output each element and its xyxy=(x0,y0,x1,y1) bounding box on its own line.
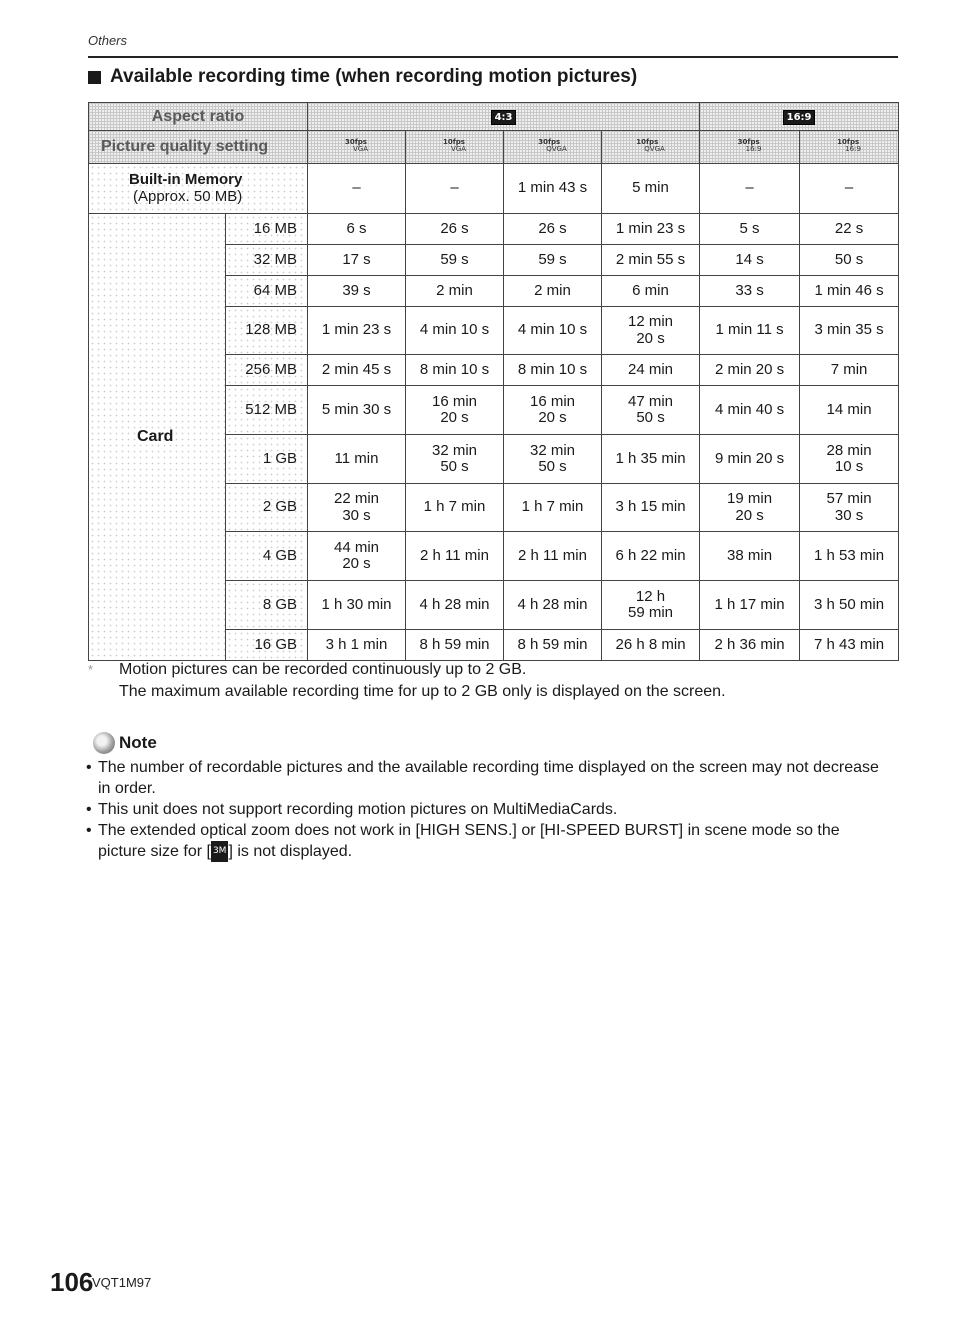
recording-time-cell: 24 min xyxy=(602,355,700,386)
recording-time-cell: 3 h 15 min xyxy=(602,484,700,532)
recording-time-cell xyxy=(800,435,899,484)
recording-time-cell: 11 min xyxy=(308,435,406,484)
card-capacity: 128 MB xyxy=(226,307,308,355)
card-capacity: 8 GB xyxy=(226,581,308,630)
quality-size: 16:9 xyxy=(845,144,861,153)
recording-time-cell: 2 min 55 s xyxy=(602,245,700,276)
card-capacity: 16 GB xyxy=(226,630,308,661)
recording-time-cell xyxy=(406,386,504,435)
recording-time-cell xyxy=(602,386,700,435)
aspect-4-3-icon: 4:3 xyxy=(491,110,517,125)
recording-time-cell: 1 h 7 min xyxy=(504,484,602,532)
recording-time-cell: 50 s xyxy=(800,245,899,276)
asterisk-icon: * xyxy=(88,662,94,677)
recording-time-cell: 9 min 20 s xyxy=(700,435,800,484)
recording-time-table xyxy=(88,102,899,661)
recording-time-cell xyxy=(308,532,406,581)
recording-time-cell: 2 min xyxy=(406,276,504,307)
recording-time-cell: 4 min 40 s xyxy=(700,386,800,435)
quality-size: QVGA xyxy=(546,144,567,153)
recording-time-part: 50 s xyxy=(440,458,469,475)
recording-time-cell: 1 h 7 min xyxy=(406,484,504,532)
aspect-ratio-label: Aspect ratio xyxy=(89,103,308,131)
recording-time-cell: 14 min xyxy=(800,386,899,435)
builtin-memory-capacity: (Approx. 50 MB) xyxy=(133,187,243,205)
note-title: Note xyxy=(119,733,157,752)
table-row xyxy=(89,214,899,245)
recording-time-cell xyxy=(406,435,504,484)
recording-time-part: 59 min xyxy=(628,604,674,621)
card-capacity: 1 GB xyxy=(226,435,308,484)
recording-time-cell: 1 h 17 min xyxy=(700,581,800,630)
recording-time-cell: 6 min xyxy=(602,276,700,307)
card-capacity: 64 MB xyxy=(226,276,308,307)
recording-time-cell xyxy=(700,484,800,532)
recording-time-part: 47 min xyxy=(628,392,674,410)
recording-time-cell: 2 min 20 s xyxy=(700,355,800,386)
bullet-square-icon xyxy=(88,71,101,84)
recording-time-cell xyxy=(800,484,899,532)
quality-size: 16:9 xyxy=(745,144,762,153)
recording-time-cell: 1 h 30 min xyxy=(308,581,406,630)
recording-time-part: 28 min xyxy=(826,441,872,459)
recording-time-cell: 8 h 59 min xyxy=(406,630,504,661)
recording-time-cell: 4 h 28 min xyxy=(406,581,504,630)
recording-time-cell: 39 s xyxy=(308,276,406,307)
page-number: 106 xyxy=(50,1267,94,1297)
quality-setting-icon xyxy=(345,139,368,153)
quality-setting-cell xyxy=(700,131,800,164)
note-item: • This unit does not support recording motion pictures on MultiMediaCards. xyxy=(86,801,618,818)
quality-fps: 30fps xyxy=(737,137,760,146)
note-item-text-end: ] is not displayed. xyxy=(228,843,353,860)
quality-setting-icon xyxy=(738,139,762,153)
recording-time-cell xyxy=(308,484,406,532)
builtin-memory-value: – xyxy=(308,164,406,214)
quality-setting-cell xyxy=(308,131,406,164)
builtin-memory-value: – xyxy=(406,164,504,214)
recording-time-cell: 1 min 23 s xyxy=(308,307,406,355)
recording-time-cell: 8 min 10 s xyxy=(406,355,504,386)
note-item: • The extended optical zoom does not work in [HIGH SENS.] or [HI-SPEED BURST] in scene mode so the picture size for [ 3M ] is not displayed. xyxy=(86,820,886,862)
quality-setting-cell xyxy=(504,131,602,164)
recording-time-cell: 1 min 23 s xyxy=(602,214,700,245)
recording-time-cell: 4 min 10 s xyxy=(504,307,602,355)
recording-time-cell xyxy=(602,307,700,355)
recording-time-cell: 2 h 11 min xyxy=(406,532,504,581)
quality-setting-icon xyxy=(443,139,466,153)
aspect-16-9-cell xyxy=(700,103,899,131)
recording-time-cell: 6 s xyxy=(308,214,406,245)
recording-time-cell: 26 h 8 min xyxy=(602,630,700,661)
recording-time-part: 20 s xyxy=(342,555,371,572)
top-divider xyxy=(88,56,898,58)
page-title-text: Available recording time (when recording motion pictures) xyxy=(110,66,638,87)
recording-time-cell: 3 min 35 s xyxy=(800,307,899,355)
card-capacity: 32 MB xyxy=(226,245,308,276)
quality-size: VGA xyxy=(352,144,368,153)
recording-time-part: 20 s xyxy=(735,506,764,524)
quality-setting-cell xyxy=(800,131,899,164)
footnote-line-1: Motion pictures can be recorded continuously up to 2 GB. xyxy=(119,661,527,678)
note-item: • The number of recordable pictures and the available recording time displayed on the screen may not decrease in order. xyxy=(86,759,879,797)
aspect-4-3-cell xyxy=(308,103,700,131)
document-code: VQT1M97 xyxy=(92,1275,152,1290)
recording-time-cell: 33 s xyxy=(700,276,800,307)
card-capacity: 2 GB xyxy=(226,484,308,532)
recording-time-part: 16 min xyxy=(431,392,478,410)
recording-time-part: 50 s xyxy=(636,409,665,426)
card-label: Card xyxy=(89,214,226,661)
quality-size: VGA xyxy=(450,144,466,153)
quality-setting-icon xyxy=(538,139,567,153)
picture-quality-label: Picture quality setting xyxy=(89,131,308,164)
recording-time-part: 50 s xyxy=(538,458,567,475)
builtin-memory-value: – xyxy=(800,164,899,214)
recording-time-cell: 2 min 45 s xyxy=(308,355,406,386)
recording-time-cell: 5 min 30 s xyxy=(308,386,406,435)
page-title xyxy=(88,66,637,88)
recording-time-cell: 26 s xyxy=(504,214,602,245)
quality-fps: 10fps xyxy=(636,137,659,146)
recording-time-cell: 1 h 35 min xyxy=(602,435,700,484)
recording-time-cell: 3 h 50 min xyxy=(800,581,899,630)
recording-time-part: 44 min xyxy=(333,538,380,556)
footnote-line-2: The maximum available recording time for up to 2 GB only is displayed on the screen. xyxy=(119,683,726,700)
note-item-text: This unit does not support recording motion pictures on MultiMediaCards. xyxy=(98,801,618,818)
quality-fps: 30fps xyxy=(538,137,561,146)
recording-time-cell: 8 h 59 min xyxy=(504,630,602,661)
card-capacity: 4 GB xyxy=(226,532,308,581)
quality-fps: 10fps xyxy=(837,137,860,146)
recording-time-cell xyxy=(504,435,602,484)
recording-time-part: 30 s xyxy=(834,506,864,524)
recording-time-cell xyxy=(602,581,700,630)
builtin-memory-value: 5 min xyxy=(602,164,700,214)
note-item-text: The extended optical zoom does not work in [HIGH SENS.] or [HI-SPEED BURST] in scene mode so the picture size for [ xyxy=(98,822,840,860)
recording-time-cell: 26 s xyxy=(406,214,504,245)
recording-time-cell: 4 h 28 min xyxy=(504,581,602,630)
recording-time-cell: 5 s xyxy=(700,214,800,245)
recording-time-part: 12 h xyxy=(635,587,666,605)
quality-setting-cell xyxy=(602,131,700,164)
recording-time-cell: 1 min 46 s xyxy=(800,276,899,307)
recording-time-cell: 1 h 53 min xyxy=(800,532,899,581)
recording-time-part: 20 s xyxy=(538,409,567,426)
picture-size-icon: 3M xyxy=(211,841,229,862)
builtin-memory-label xyxy=(89,164,308,214)
note-heading xyxy=(93,732,157,754)
recording-time-cell: 6 h 22 min xyxy=(602,532,700,581)
recording-time-part: 12 min xyxy=(628,313,674,330)
quality-fps: 10fps xyxy=(442,137,465,146)
recording-time-part: 10 s xyxy=(834,458,864,475)
recording-time-cell: 2 min xyxy=(504,276,602,307)
recording-time-cell: 7 h 43 min xyxy=(800,630,899,661)
quality-setting-icon xyxy=(837,139,861,153)
recording-time-cell: 59 s xyxy=(406,245,504,276)
recording-time-part: 20 s xyxy=(440,409,469,426)
card-capacity: 16 MB xyxy=(226,214,308,245)
recording-time-cell: 4 min 10 s xyxy=(406,307,504,355)
recording-time-cell: 7 min xyxy=(800,355,899,386)
recording-time-cell: 59 s xyxy=(504,245,602,276)
recording-time-cell: 3 h 1 min xyxy=(308,630,406,661)
recording-time-cell: 1 min 11 s xyxy=(700,307,800,355)
section-label: Others xyxy=(88,33,128,48)
builtin-memory-value: 1 min 43 s xyxy=(504,164,602,214)
recording-time-part: 30 s xyxy=(342,506,371,524)
note-icon xyxy=(93,732,115,754)
card-capacity: 256 MB xyxy=(226,355,308,386)
aspect-16-9-icon: 16:9 xyxy=(783,110,816,125)
card-capacity: 512 MB xyxy=(226,386,308,435)
recording-time-cell: 8 min 10 s xyxy=(504,355,602,386)
recording-time-cell: 22 s xyxy=(800,214,899,245)
quality-setting-icon xyxy=(636,139,665,153)
recording-time-cell: 2 h 36 min xyxy=(700,630,800,661)
quality-size: QVGA xyxy=(644,144,665,153)
builtin-memory-title: Built-in Memory xyxy=(129,171,243,188)
recording-time-part: 19 min xyxy=(727,490,773,507)
recording-time-part: 32 min xyxy=(529,441,576,459)
recording-time-cell: 2 h 11 min xyxy=(504,532,602,581)
builtin-memory-value: – xyxy=(700,164,800,214)
quality-setting-cell xyxy=(406,131,504,164)
recording-time-part: 16 min xyxy=(529,392,576,410)
recording-time-part: 20 s xyxy=(636,329,665,347)
quality-fps: 30fps xyxy=(344,137,367,146)
recording-time-cell: 38 min xyxy=(700,532,800,581)
recording-time-part: 22 min xyxy=(333,490,380,507)
recording-time-cell: 14 s xyxy=(700,245,800,276)
note-item-text: The number of recordable pictures and the available recording time displayed on the screen may not decrease in order. xyxy=(98,759,879,797)
recording-time-cell xyxy=(504,386,602,435)
recording-time-part: 57 min xyxy=(826,490,872,507)
note-list xyxy=(86,757,886,862)
recording-time-cell: 17 s xyxy=(308,245,406,276)
recording-time-part: 32 min xyxy=(431,441,478,459)
